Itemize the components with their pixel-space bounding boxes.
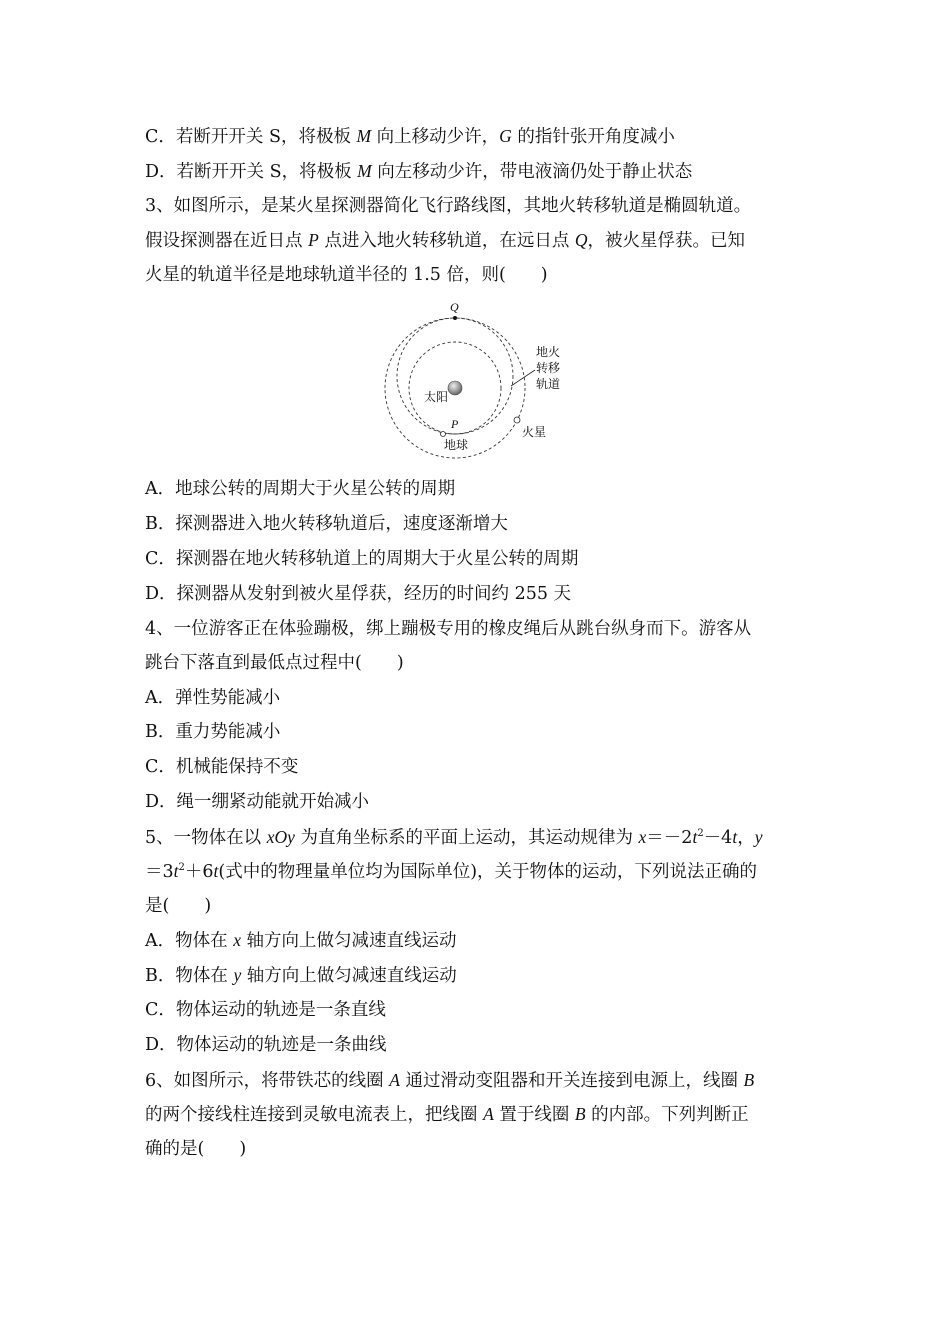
q3-stem-line-3: 火星的轨道半径是地球轨道半径的 1.5 倍，则( ) [145, 265, 548, 285]
q5-option-a: A．物体在 x 轴方向上做匀减速直线运动 [145, 930, 457, 951]
sun-icon [448, 381, 462, 395]
label-transfer-3: 轨道 [536, 377, 561, 391]
q4-option-d: D．绳一绷紧动能就开始减小 [145, 792, 370, 812]
transfer-leader-line [511, 370, 535, 386]
q5-option-c: C．物体运动的轨迹是一条直线 [145, 1000, 386, 1020]
q5-stem-line-1: 5、一物体在以 xOy 为直角坐标系的平面上运动，其运动规律为 $x=-2t^2-4t$，y [145, 827, 763, 848]
orbit-diagram [380, 298, 580, 460]
q3-stem-line-1: 3、如图所示，是某火星探测器简化飞行路线图，其地火转移轨道是椭圆轨道。 [145, 196, 752, 216]
q5-option-d: D．物体运动的轨迹是一条曲线 [145, 1035, 387, 1055]
q3-option-c: C．探测器在地火转移轨道上的周期大于火星公转的周期 [145, 549, 579, 569]
q5-option-b: B．物体在 y 轴方向上做匀减速直线运动 [145, 965, 457, 986]
q3-option-d: D．探测器从发射到被火星俘获，经历的时间约 255 天 [145, 584, 572, 604]
label-sun: 太阳 [424, 390, 449, 404]
q3-option-a: A．地球公转的周期大于火星公转的周期 [145, 479, 456, 499]
q3-stem-line-2: 假设探测器在近日点 P 点进入地火转移轨道，在远日点 Q，被火星俘获。已知 [145, 230, 746, 251]
earth-icon [441, 432, 446, 437]
q4-option-c: C．机械能保持不变 [145, 757, 299, 777]
q3-option-b: B．探测器进入地火转移轨道后，速度逐渐增大 [145, 514, 508, 534]
q6-stem-line-3: 确的是( ) [145, 1139, 247, 1159]
mars-icon [514, 417, 520, 423]
q5-stem-line-3: 是( ) [145, 896, 212, 916]
label-transfer-2: 转移 [536, 361, 561, 375]
orbit-diagram-svg [380, 298, 580, 460]
q4-stem-line-2: 跳台下落直到最低点过程中( ) [145, 653, 404, 673]
q4-stem-line-1: 4、一位游客正在体验蹦极，绑上蹦极专用的橡皮绳后从跳台纵身而下。游客从 [145, 619, 752, 639]
q2-option-d: D．若断开开关 S，将极板 M 向左移动少许，带电液滴仍处于静止状态 [145, 161, 693, 182]
label-earth: 地球 [444, 438, 469, 452]
label-mars: 火星 [522, 425, 547, 439]
q4-option-a: A．弹性势能减小 [145, 688, 281, 708]
label-p: P [451, 417, 459, 431]
label-q: Q [450, 300, 459, 314]
q6-stem-line-1: 6、如图所示，将带铁芯的线圈 A 通过滑动变阻器和开关连接到电源上，线圈 B [145, 1070, 755, 1091]
point-q-icon [453, 316, 457, 320]
label-transfer-1: 地火 [536, 345, 561, 359]
q5-stem-line-2: $=3t^2+6t$(式中的物理量单位均为国际单位)，关于物体的运动，下列说法正确的 [145, 861, 758, 882]
q2-option-c: C．若断开开关 S，将极板 M 向上移动少许，G 的指针张开角度减小 [145, 126, 675, 147]
q4-option-b: B．重力势能减小 [145, 722, 281, 742]
q6-stem-line-2: 的两个接线柱连接到灵敏电流表上，把线圈 A 置于线圈 B 的内部。下列判断正 [145, 1104, 749, 1125]
